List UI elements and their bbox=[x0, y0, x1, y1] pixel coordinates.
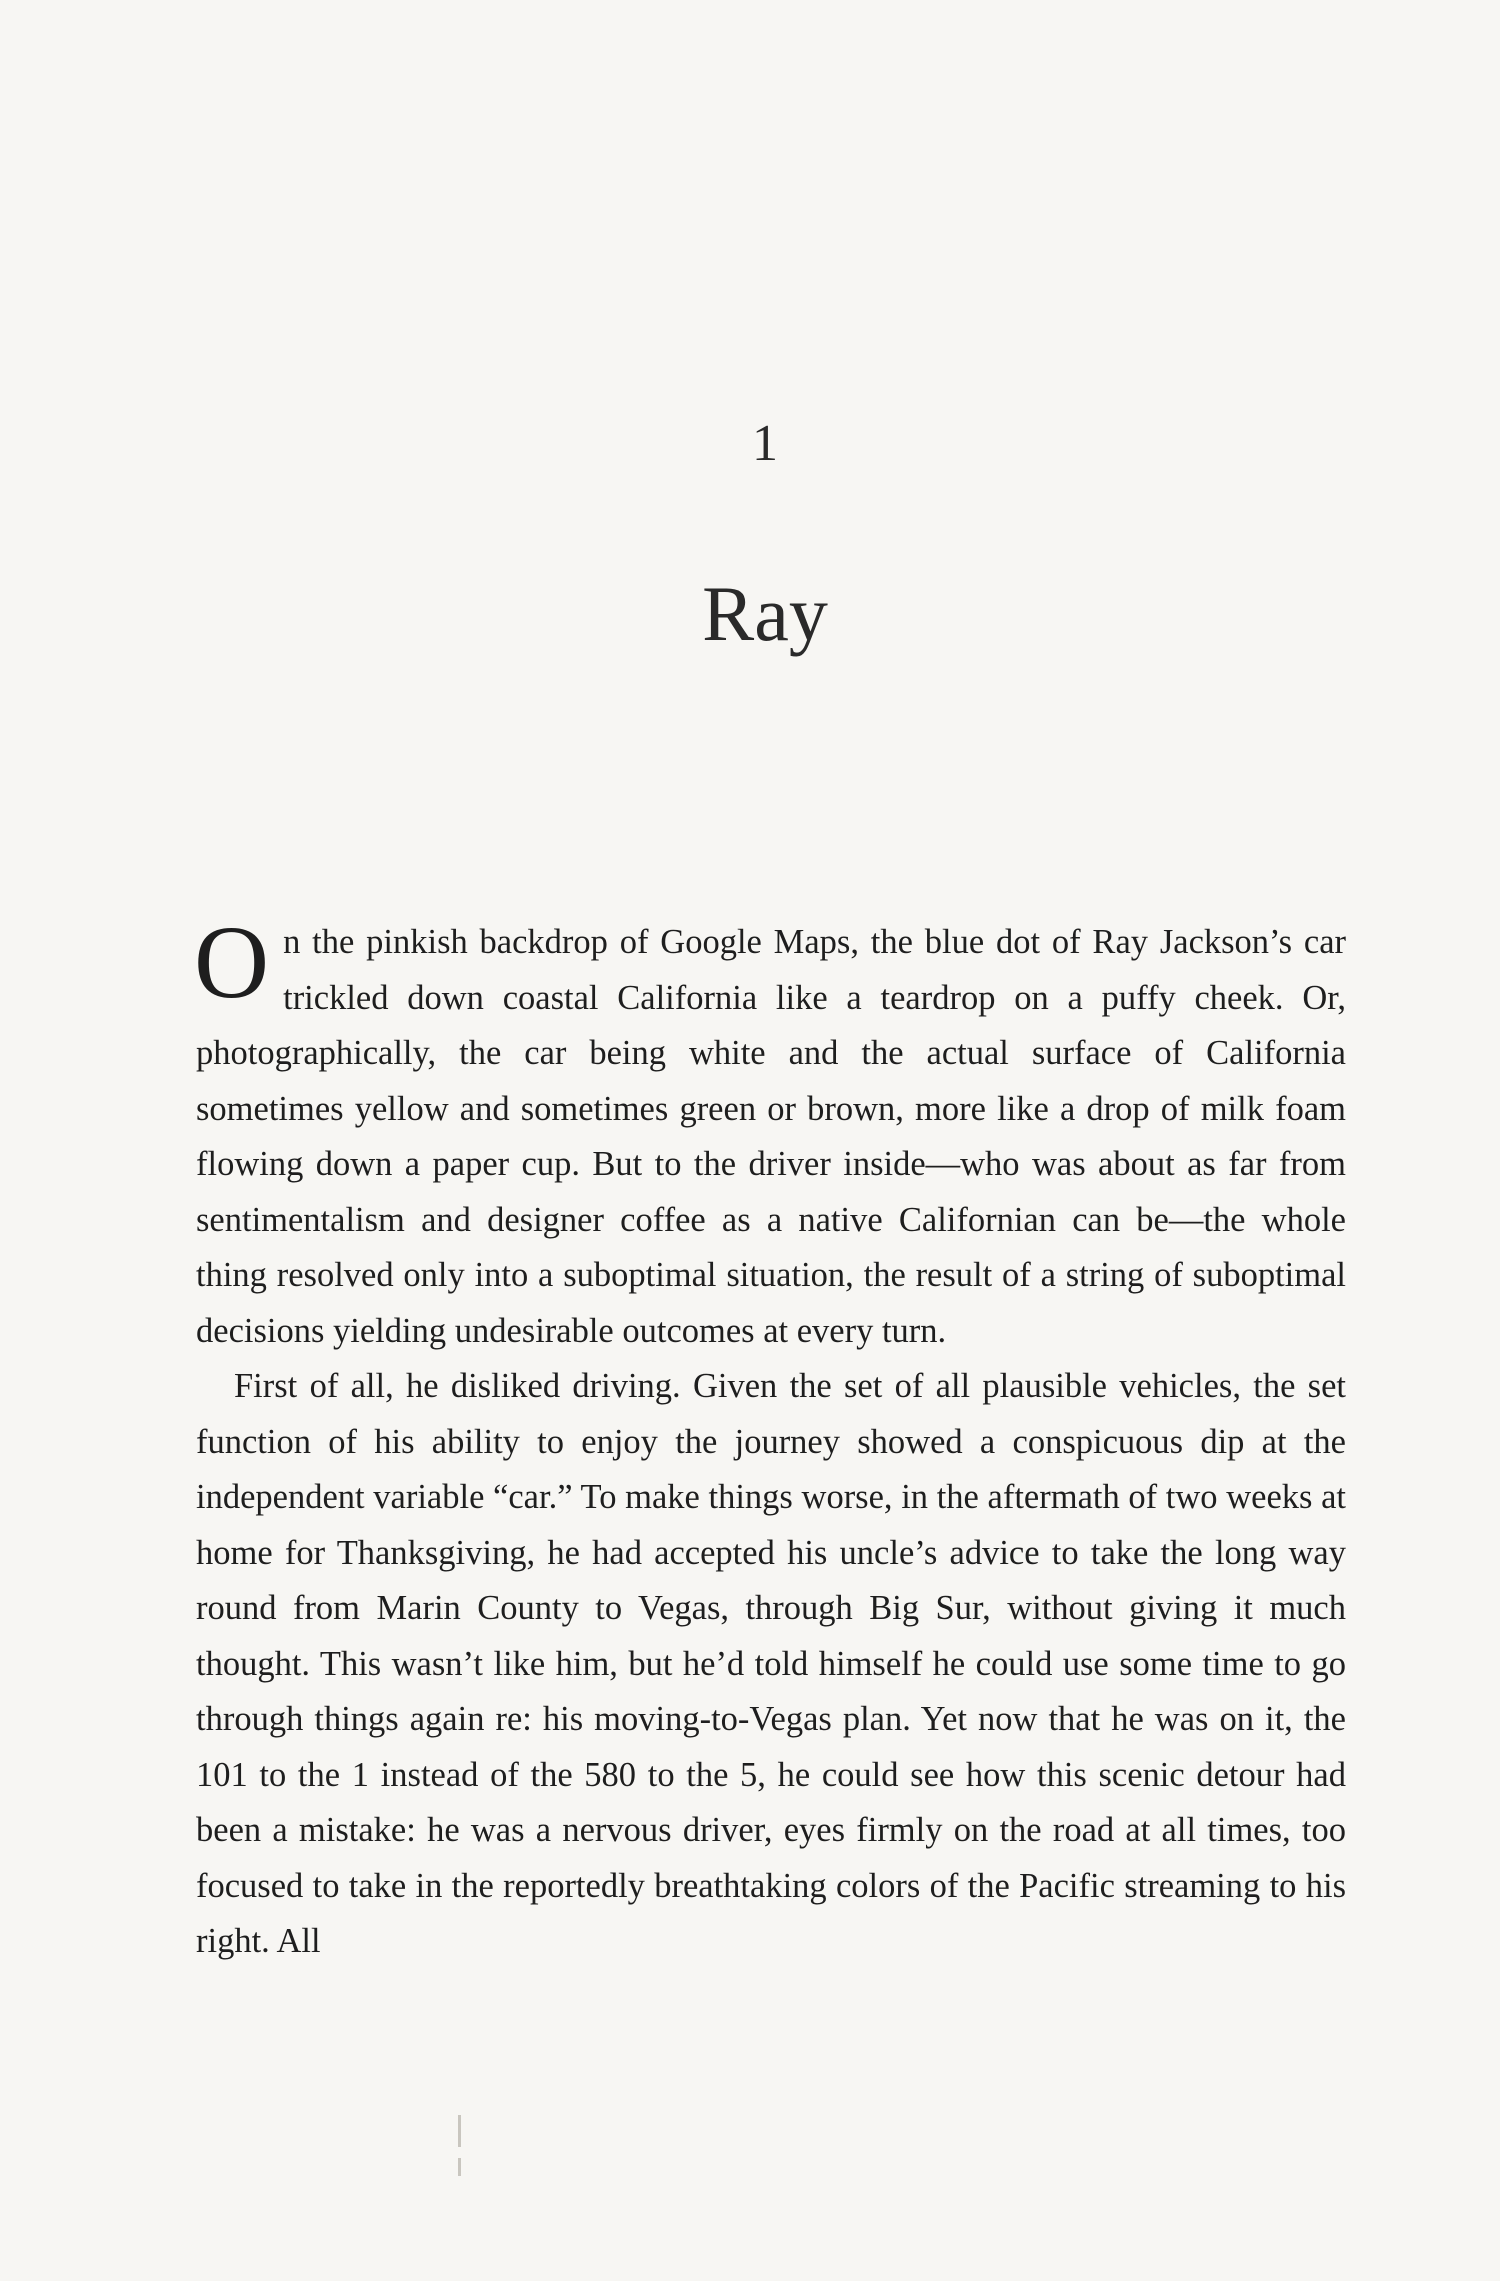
paragraph-1-text: n the pinkish backdrop of Google Maps, the blue dot of Ray Jackson’s car trickled down coastal California like a teardrop on a puffy cheek. Or, photographically, the car being white and the actual surface of California sometimes yellow and sometimes green or brown, more like a drop of milk foam flowing down a paper cup. But to the driver inside—who was about as far from sentimentalism and designer coffee as a native Californian can be—the whole thing resolved only into a suboptimal situation, the result of a string of suboptimal decisions yielding undesirable outcomes at every turn. bbox=[196, 923, 1346, 1350]
body-text bbox=[194, 905, 1346, 1970]
drop-cap: O bbox=[194, 905, 270, 1020]
scan-mark bbox=[458, 2115, 461, 2147]
paragraph-2: First of all, he disliked driving. Given the set of all plausible vehicles, the set function of his ability to enjoy the journey showed a conspicuous dip at the independent variable “car.” To make things worse, in the aftermath of two weeks at home for Thanksgiving, he had accepted his uncle’s advice to take the long way round from Marin County to Vegas, through Big Sur, without giving it much thought. This wasn’t like him, but he’d told himself he could use some time to go through things again re: his moving-to-Vegas plan. Yet now that he was on it, the 101 to the 1 instead of the 580 to the 5, he could see how this scenic detour had been a mistake: he was a nervous driver, eyes firmly on the road at all times, too focused to take in the reportedly breathtaking colors of the Pacific streaming to his right. All bbox=[196, 1367, 1346, 1960]
chapter-number: 1 bbox=[752, 415, 778, 472]
paragraph-1 bbox=[194, 905, 1346, 1359]
chapter-title: Ray bbox=[702, 570, 828, 657]
scan-mark bbox=[458, 2158, 461, 2176]
